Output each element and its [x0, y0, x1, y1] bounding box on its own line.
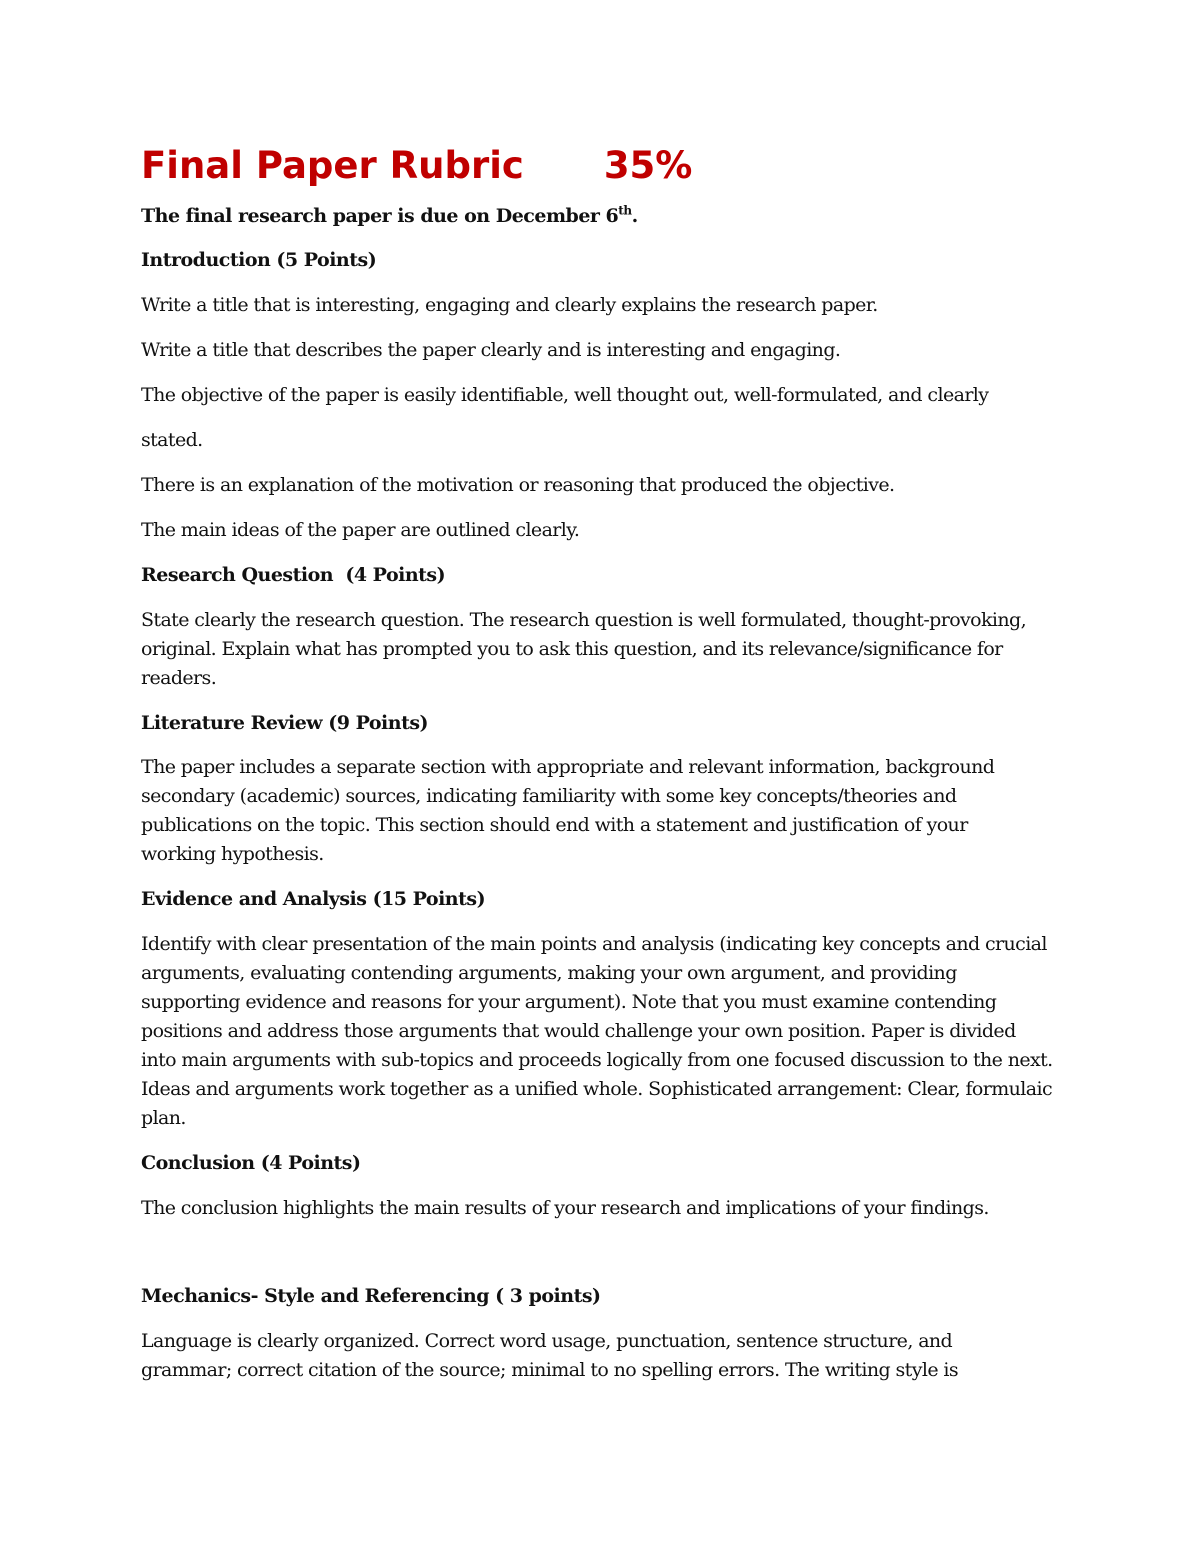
- intro-line-1: Write a title that is interesting, engaging and clearly explains the research paper.: [141, 294, 878, 316]
- due-date-end: .: [631, 205, 638, 227]
- intro-line-3: The objective of the paper is easily identifiable, well thought out, well-formulated, and clearly stated.: [141, 384, 989, 451]
- document-page: [141, 140, 1061, 1385]
- title-percent: 35%: [603, 144, 693, 187]
- section-heading-research-question: Research Question (4 Points): [141, 564, 446, 586]
- title-text: Final Paper Rubric: [141, 144, 524, 187]
- mechanics-text: Language is clearly organized. Correct word usage, punctuation, sentence structure, and grammar; correct citation of the source; minimal to no spelling errors. The writing style is: [141, 1330, 959, 1381]
- intro-line-4: There is an explanation of the motivation or reasoning that produced the objective.: [141, 474, 895, 496]
- literature-review-text: The paper includes a separate section with appropriate and relevant information, background secondary (academic) sources, indicating familiarity with some key concepts/theories and publications on the topic. This section should end with a statement and justification of your working hypothesis.: [141, 756, 995, 865]
- section-heading-conclusion: Conclusion (4 Points): [141, 1152, 361, 1174]
- due-date-line: [141, 202, 1061, 230]
- evidence-analysis-text: Identify with clear presentation of the main points and analysis (indicating key concepts and crucial arguments, evaluating contending arguments, making your own argument, and providing supporting evidence and reasons for your argument). Note that you must examine contending positions and address those arguments that would challenge your own position. Paper is divided into main arguments with sub-topics and proceeds logically from one focused discussion to the next. Ideas and arguments work together as a unified whole. Sophisticated arrangement: Clear, formulaic plan.: [141, 933, 1053, 1129]
- section-heading-mechanics: Mechanics- Style and Referencing ( 3 points): [141, 1285, 601, 1307]
- section-heading-introduction: Introduction (5 Points): [141, 249, 377, 271]
- section-heading-literature-review: Literature Review (9 Points): [141, 712, 429, 734]
- research-question-text: State clearly the research question. The research question is well formulated, thought-provoking, original. Explain what has prompted you to ask this question, and its relevance/significance for readers.: [141, 609, 1027, 689]
- section-heading-evidence-analysis: Evidence and Analysis (15 Points): [141, 888, 486, 910]
- due-date-text: The final research paper is due on December 6: [141, 205, 619, 227]
- page-title: [141, 140, 1061, 192]
- conclusion-text: The conclusion highlights the main results of your research and implications of your findings.: [141, 1197, 989, 1219]
- intro-line-5: The main ideas of the paper are outlined clearly.: [141, 519, 580, 541]
- intro-line-2: Write a title that describes the paper clearly and is interesting and engaging.: [141, 339, 841, 361]
- due-date-superscript: th: [618, 203, 632, 218]
